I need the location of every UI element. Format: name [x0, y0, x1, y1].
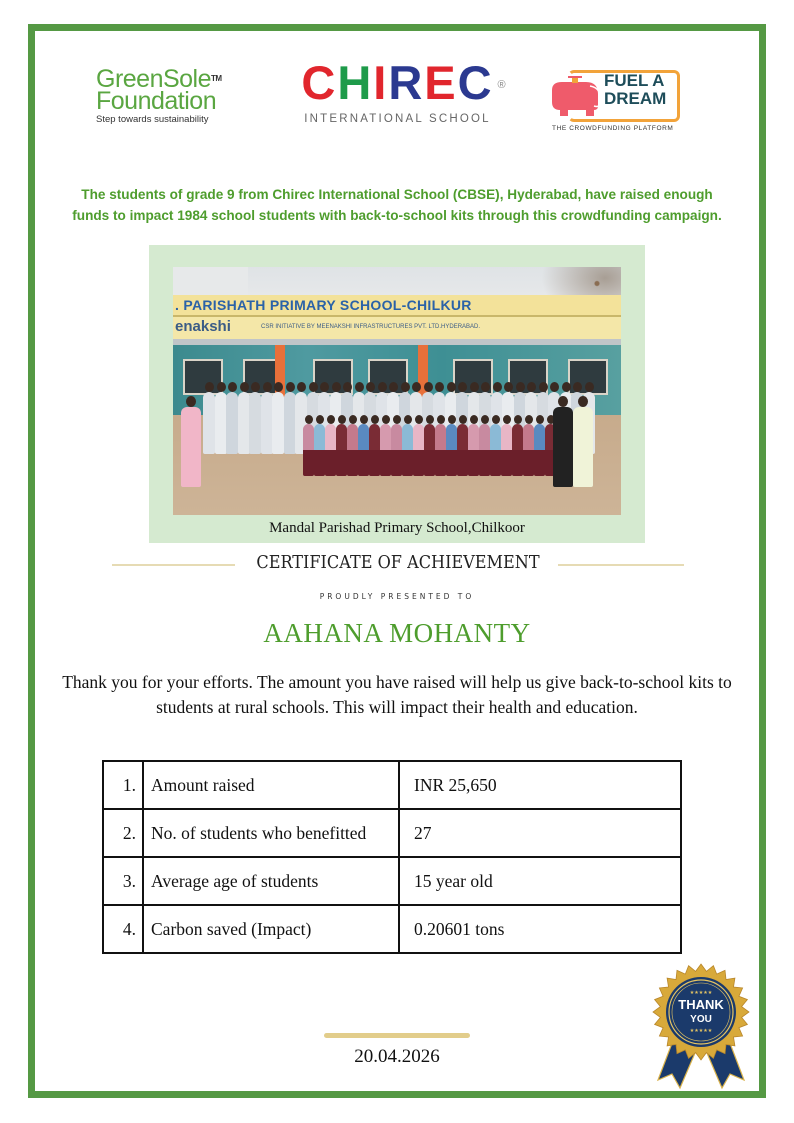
table-row [103, 809, 681, 857]
badge-stars-top: ★★★★★ [689, 990, 713, 996]
table-row [103, 857, 681, 905]
chirec-letter: I [373, 56, 389, 109]
photo-child [468, 424, 479, 476]
photo-person-head [286, 382, 295, 392]
photo-child-head [404, 415, 412, 424]
photo-person [203, 392, 215, 454]
greensole-name: GreenSole [96, 65, 212, 93]
thank-you-badge-icon [646, 960, 756, 1090]
row-value: 0.20601 tons [399, 905, 681, 953]
row-label: Amount raised [143, 761, 399, 809]
photo-person-head [481, 382, 490, 392]
summary-line-1: The students of grade 9 from Chirec International School (CBSE), Hyderabad, have raised enough [81, 187, 713, 202]
photo-child-head [536, 415, 544, 424]
photo-person-head [332, 382, 341, 392]
photo-person-head [217, 382, 226, 392]
photo-person-head [320, 382, 329, 392]
csr-sign [173, 317, 621, 339]
photo-child [534, 424, 545, 476]
photo-person-head [366, 382, 375, 392]
photo-person-head [562, 382, 571, 392]
trademark-mark: TM [211, 74, 222, 83]
photo-child [402, 424, 413, 476]
photo-child [523, 424, 534, 476]
photo-child [347, 424, 358, 476]
presented-to-label: PROUDLY PRESENTED TO [319, 592, 475, 601]
photo-building [173, 267, 248, 297]
row-number: 4. [103, 905, 143, 953]
photo-child-head [338, 415, 346, 424]
photo-child-head [459, 415, 467, 424]
school-sign [173, 295, 621, 317]
photo-adult-head [578, 396, 588, 407]
photo-adult-head [186, 396, 196, 407]
photo-child [358, 424, 369, 476]
photo-child-head [415, 415, 423, 424]
photo-child [446, 424, 457, 476]
row-number: 3. [103, 857, 143, 905]
photo-child-head [371, 415, 379, 424]
badge-line2: YOU [690, 1014, 712, 1025]
title-rule-right [558, 564, 684, 566]
greensole-tagline: Step towards sustainability [96, 114, 209, 125]
row-label: Carbon saved (Impact) [143, 905, 399, 953]
photo-person-head [539, 382, 548, 392]
photo-child-head [448, 415, 456, 424]
registered-mark: ® [497, 79, 508, 91]
csr-small-text: CSR INITIATIVE BY MEENAKSHI INFRASTRUCTURES PVT. LTD.HYDERABAD. [261, 324, 481, 330]
photo-person-head [493, 382, 502, 392]
row-value: INR 25,650 [399, 761, 681, 809]
row-label: Average age of students [143, 857, 399, 905]
photo-person-head [401, 382, 410, 392]
row-value: 15 year old [399, 857, 681, 905]
photo-person [215, 392, 227, 454]
photo-child [303, 424, 314, 476]
certificate-title-row [112, 553, 684, 577]
photo-child [457, 424, 468, 476]
row-label: No. of students who benefitted [143, 809, 399, 857]
chirec-letter: E [424, 56, 458, 109]
photo-person-head [205, 382, 214, 392]
fuel-a-dream-logo [546, 68, 681, 134]
photo-crowd [173, 372, 621, 497]
photo-child [490, 424, 501, 476]
photo-child [336, 424, 347, 476]
photo-child-head [360, 415, 368, 424]
fad-line1: FUEL A [604, 71, 665, 90]
photo-adult [573, 407, 593, 487]
photo-child-head [426, 415, 434, 424]
row-number: 2. [103, 809, 143, 857]
chirec-letter: C [457, 56, 494, 109]
photo-person [238, 392, 250, 454]
greensole-foundation-word: Foundation [96, 87, 217, 115]
chirec-logo [290, 56, 508, 125]
photo-person [272, 392, 284, 454]
school-sign-text: . PARISHATH PRIMARY SCHOOL-CHILKUR [175, 297, 472, 313]
photo-person [249, 392, 261, 454]
summary-line-2: funds to impact 1984 school students with back-to-school kits through this crowdfunding campaign. [72, 208, 722, 223]
photo-person-head [240, 382, 249, 392]
elephant-icon [546, 76, 606, 118]
photo-person-head [263, 382, 272, 392]
badge-stars-bottom: ★★★★★ [689, 1028, 713, 1034]
certificate-title: CERTIFICATE OF ACHIEVEMENT [256, 553, 540, 573]
photo-person-head [389, 382, 398, 392]
photo-person-head [228, 382, 237, 392]
photo-person-head [516, 382, 525, 392]
photo-person-head [573, 382, 582, 392]
group-photo [173, 267, 621, 515]
photo-child [424, 424, 435, 476]
photo-person [284, 392, 296, 454]
photo-child-head [503, 415, 511, 424]
photo-person-head [343, 382, 352, 392]
fad-tagline: THE CROWDFUNDING PLATFORM [552, 125, 674, 132]
csr-brand-text: enakshi [175, 318, 231, 335]
photo-person-head [378, 382, 387, 392]
table-row [103, 905, 681, 953]
photo-child-head [316, 415, 324, 424]
photo-person-head [504, 382, 513, 392]
photo-child-head [305, 415, 313, 424]
photo-child-head [525, 415, 533, 424]
row-number: 1. [103, 761, 143, 809]
photo-child [435, 424, 446, 476]
photo-child [369, 424, 380, 476]
badge-center [666, 977, 736, 1047]
photo-child-head [437, 415, 445, 424]
photo-person-head [309, 382, 318, 392]
photo-child [413, 424, 424, 476]
recipient-name: AAHANA MOHANTY [263, 618, 531, 648]
photo-child [479, 424, 490, 476]
photo-child [391, 424, 402, 476]
photo-child-head [481, 415, 489, 424]
photo-child-head [327, 415, 335, 424]
row-value: 27 [399, 809, 681, 857]
photo-person-head [447, 382, 456, 392]
photo-adult [553, 407, 573, 487]
photo-person-head [251, 382, 260, 392]
photo-child-head [492, 415, 500, 424]
photo-caption: Mandal Parishad Primary School,Chilkoor [269, 520, 525, 536]
photo-child-head [349, 415, 357, 424]
signature-line [324, 1033, 470, 1038]
photo-child-head [382, 415, 390, 424]
photo-adult-head [558, 396, 568, 407]
photo-person-head [435, 382, 444, 392]
photo-child [501, 424, 512, 476]
certificate-date: 20.04.2026 [354, 1046, 440, 1067]
chirec-subtitle: INTERNATIONAL SCHOOL [304, 113, 491, 125]
photo-person-head [458, 382, 467, 392]
photo-child-head [514, 415, 522, 424]
fad-line2: DREAM [604, 89, 667, 108]
photo-child-head [393, 415, 401, 424]
photo-child [325, 424, 336, 476]
photo-person-head [585, 382, 594, 392]
photo-person-head [550, 382, 559, 392]
photo-person-head [355, 382, 364, 392]
chirec-wordmark [301, 56, 508, 109]
photo-adult [181, 407, 201, 487]
photo-person-head [424, 382, 433, 392]
impact-table [102, 760, 682, 954]
chirec-letter: C [301, 56, 338, 109]
badge-line1: THANK [678, 997, 724, 1012]
chirec-letter: R [388, 56, 425, 109]
campaign-summary [36, 184, 758, 226]
greensole-foundation-logo [96, 65, 236, 125]
photo-child [314, 424, 325, 476]
photo-person [261, 392, 273, 454]
photo-child-head [470, 415, 478, 424]
photo-person [226, 392, 238, 454]
chirec-letter: H [337, 56, 374, 109]
photo-child [512, 424, 523, 476]
photo-person-head [274, 382, 283, 392]
photo-person-head [412, 382, 421, 392]
photo-person-head [297, 382, 306, 392]
table-row [103, 761, 681, 809]
photo-card [149, 245, 645, 543]
photo-person-head [470, 382, 479, 392]
thank-you-message: Thank you for your efforts. The amount you have raised will help us give back-to-school kits to students at rural schools. This will impact their health and education. [62, 672, 732, 717]
photo-child [380, 424, 391, 476]
photo-person-head [527, 382, 536, 392]
